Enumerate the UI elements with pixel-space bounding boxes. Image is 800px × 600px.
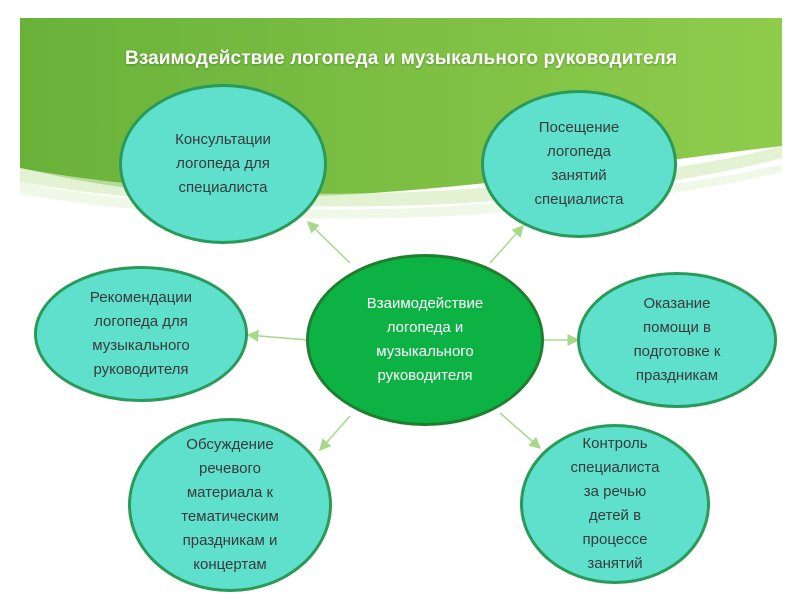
node-holiday-help xyxy=(577,272,777,408)
node-speech-material-label: Обсуждение речевого материала к тематическим праздникам и концертам xyxy=(181,436,279,573)
node-speech-control xyxy=(520,424,710,584)
arrow-to-bottom-left xyxy=(320,416,350,450)
arrow-to-mid-left xyxy=(248,335,308,340)
arrow-to-top-right xyxy=(490,226,523,263)
node-recommendations xyxy=(34,266,248,402)
node-visiting-classes xyxy=(481,90,677,238)
node-speech-material xyxy=(128,418,332,592)
arrow-to-top-left xyxy=(308,222,350,263)
arrow-to-bottom-right xyxy=(500,413,540,448)
node-holiday-help-label: Оказание помощи в подготовке к праздникам xyxy=(633,295,721,384)
slide xyxy=(20,18,782,600)
node-center-interaction xyxy=(306,254,544,426)
node-recommendations-label: Рекомендации логопеда для музыкального руководителя xyxy=(89,289,193,378)
slide-title: Взаимодействие логопеда и музыкального руководителя xyxy=(125,48,677,69)
node-consultations-label: Консультации логопеда для специалиста xyxy=(175,131,271,196)
node-visiting-classes-label: Посещение логопеда занятий специалиста xyxy=(534,119,624,208)
node-consultations xyxy=(119,84,327,244)
node-center-label: Взаимодействие логопеда и музыкального руководителя xyxy=(366,295,484,384)
node-speech-control-label: Контроль специалиста за речью детей в процессе занятий xyxy=(570,435,660,572)
